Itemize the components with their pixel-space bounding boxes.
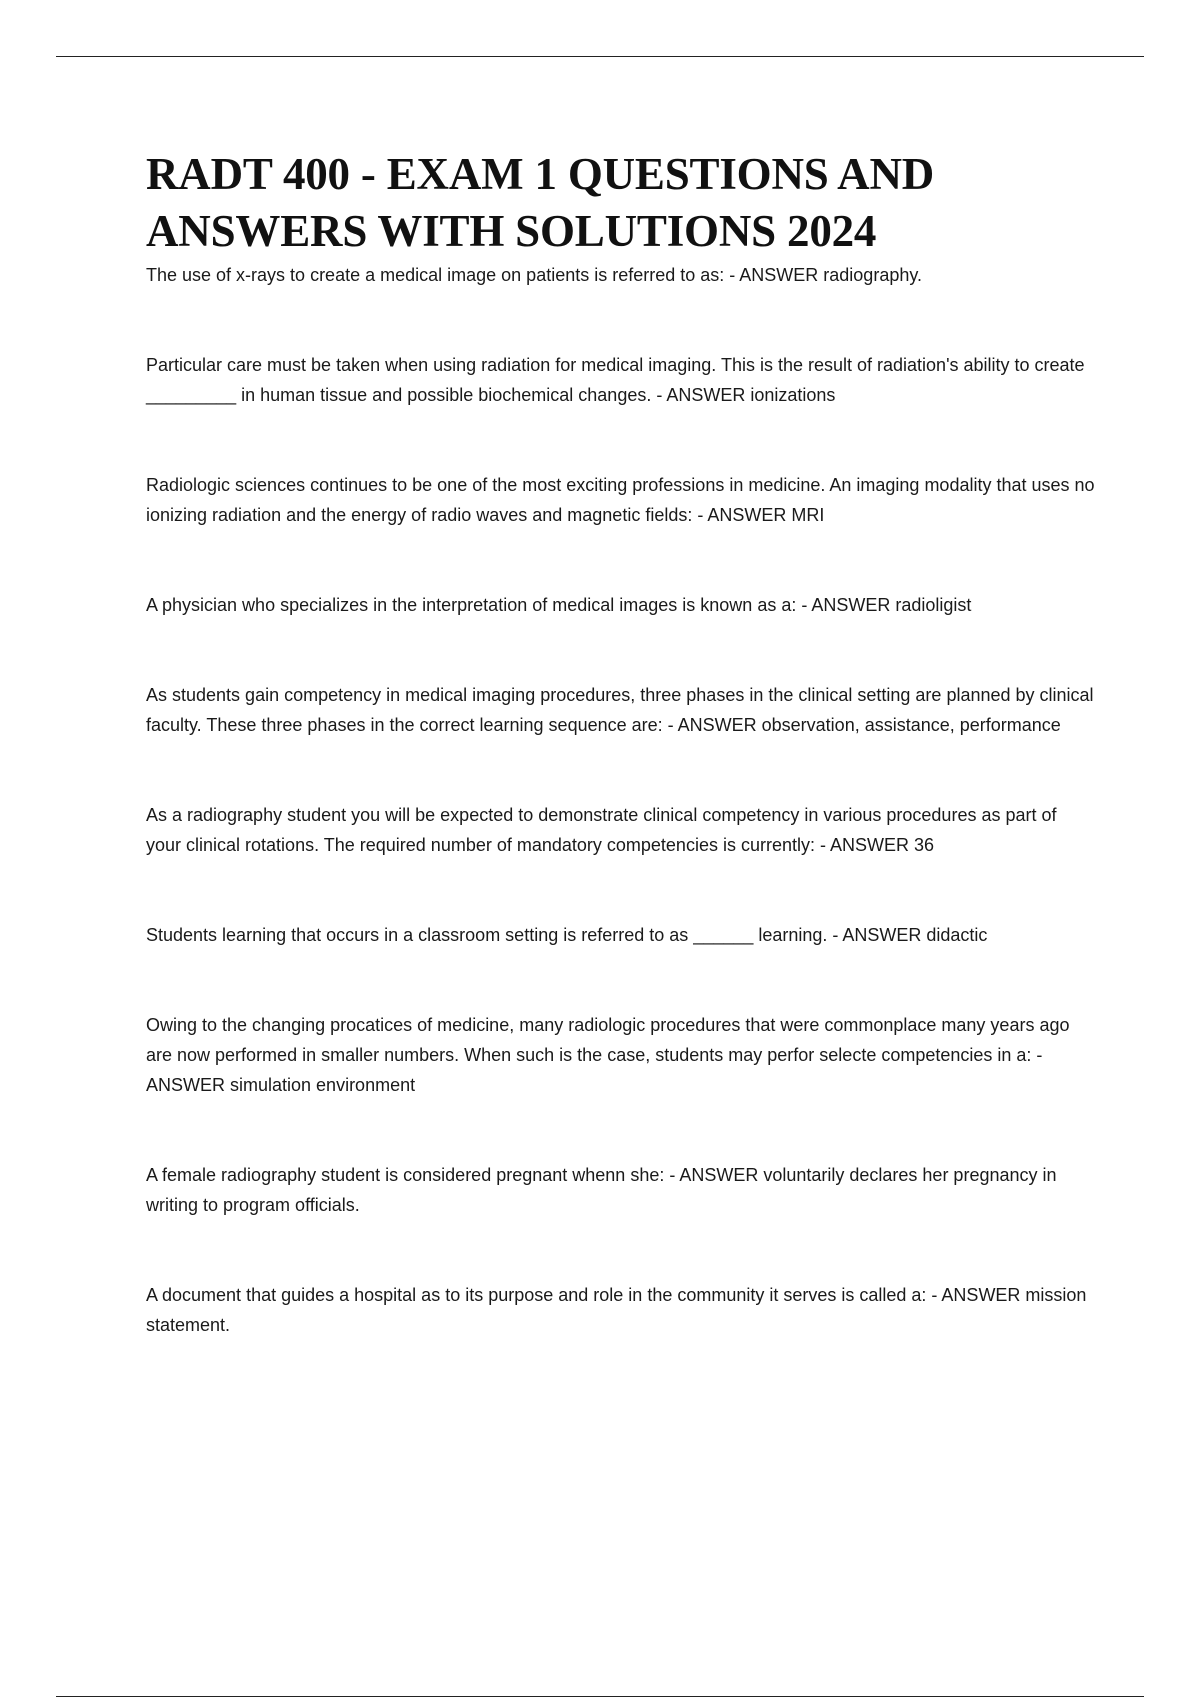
qa-item: A document that guides a hospital as to its purpose and role in the community it serves is called a: - ANSWER mission statement. xyxy=(146,1285,1087,1335)
qa-item: A physician who specializes in the interpretation of medical images is known as a: - ANSWER radioligist xyxy=(146,595,972,615)
document-title: RADT 400 - EXAM 1 QUESTIONS AND ANSWERS WITH SOLUTIONS 2024 xyxy=(146,149,935,256)
qa-item: The use of x-rays to create a medical image on patients is referred to as: - ANSWER radiography. xyxy=(146,265,923,285)
qa-item: Radiologic sciences continues to be one of the most exciting professions in medicine. An imaging modality that uses no ionizing radiation and the energy of radio waves and magnetic fields: - ANSWER MRI xyxy=(146,475,1095,525)
qa-item: A female radiography student is considered pregnant whenn she: - ANSWER voluntarily declares her pregnancy in writing to program officials. xyxy=(146,1165,1057,1215)
qa-item: Owing to the changing procatices of medicine, many radiologic procedures that were commonplace many years ago are now performed in smaller numbers. When such is the case, students may perfor selecte competencies in a: - ANSWER simulation environment xyxy=(146,1015,1070,1095)
qa-item: Particular care must be taken when using radiation for medical imaging. This is the result of radiation's ability to create _________ in human tissue and possible biochemical changes. - ANSWER ionizations xyxy=(146,355,1085,405)
qa-item: As a radiography student you will be expected to demonstrate clinical competency in various procedures as part of your clinical rotations. The required number of mandatory competencies is currently: - ANSWER 36 xyxy=(146,805,1057,855)
top-rule xyxy=(56,56,1144,57)
qa-item: Students learning that occurs in a classroom setting is referred to as ______ learning. - ANSWER didactic xyxy=(146,925,988,945)
qa-list xyxy=(146,260,1096,1340)
document-body xyxy=(146,146,1096,1400)
bottom-rule xyxy=(56,1696,1144,1697)
qa-item: As students gain competency in medical imaging procedures, three phases in the clinical setting are planned by clinical faculty. These three phases in the correct learning sequence are: - ANSWER observation, assistance, performance xyxy=(146,685,1094,735)
